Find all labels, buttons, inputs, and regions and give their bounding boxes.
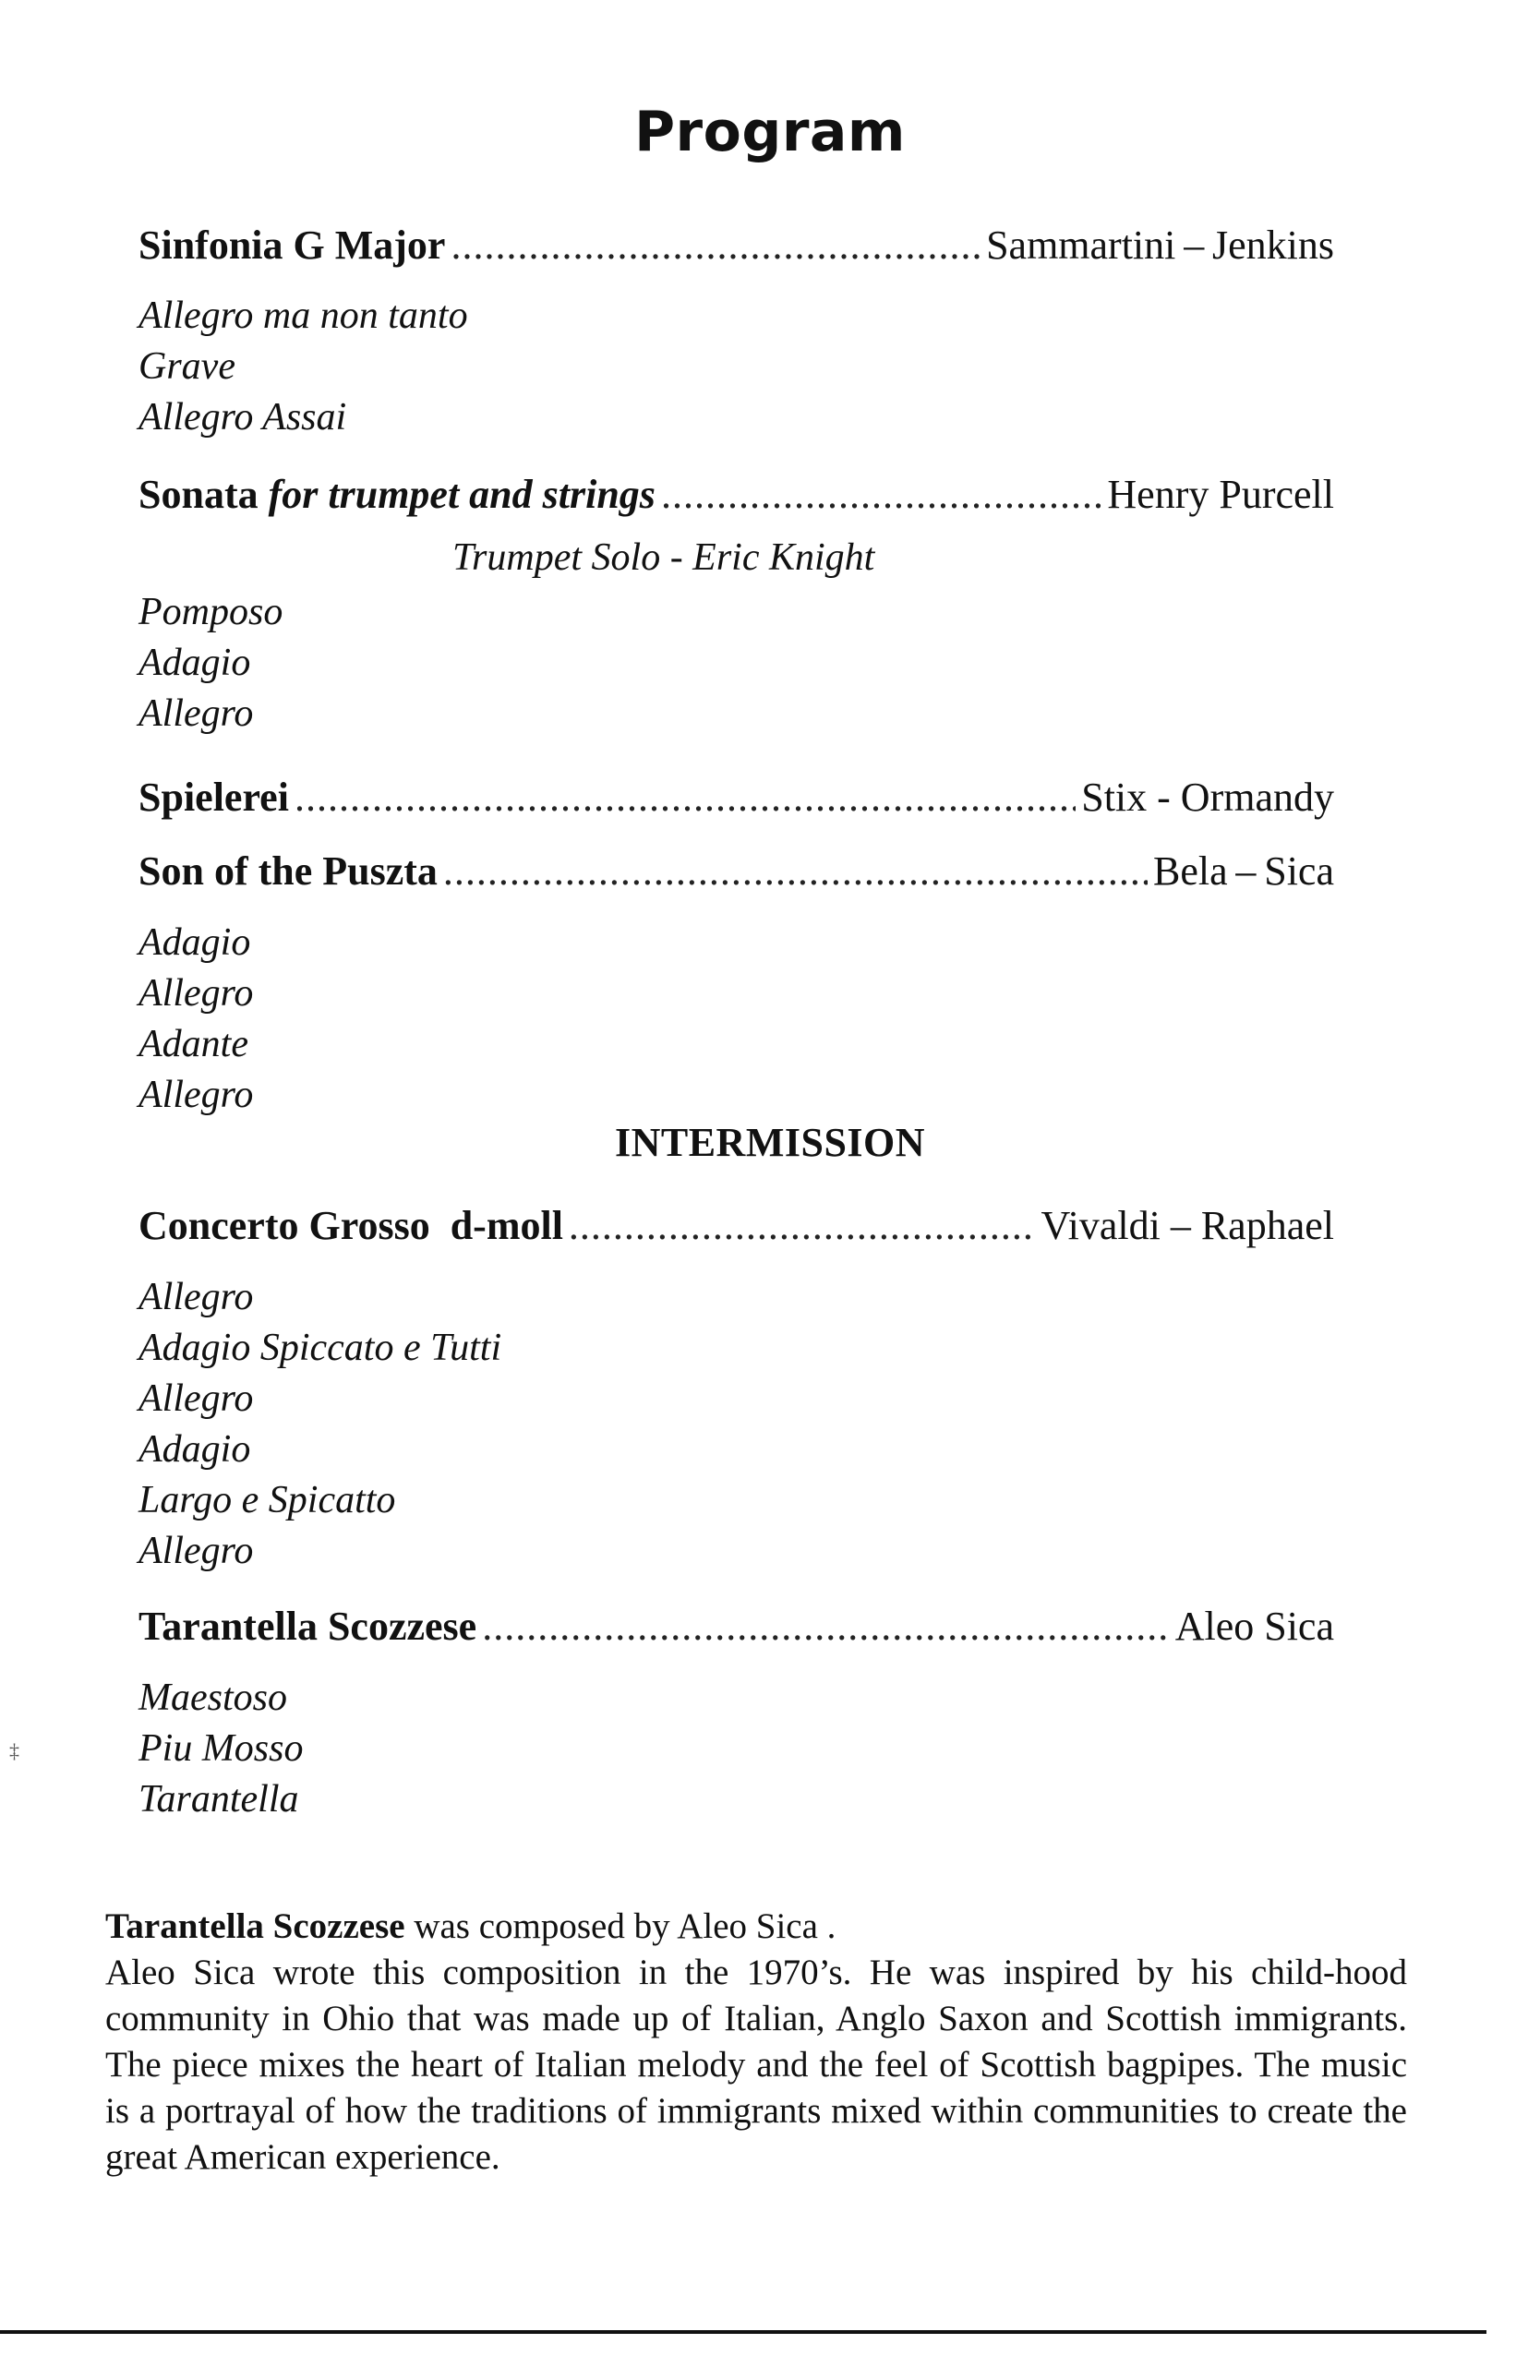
movement-list: [138, 1272, 501, 1577]
piece-composer: Sammartini – Jenkins: [986, 222, 1334, 268]
page-title: Program: [634, 100, 906, 164]
piece-composer: Aleo Sica: [1174, 1604, 1334, 1649]
piece-title: [138, 471, 656, 518]
movement: Adagio: [138, 1428, 251, 1471]
movement: Allegro: [138, 692, 254, 735]
program-note: [105, 1904, 1407, 2181]
piece-composer: Stix - Ormandy: [1081, 775, 1334, 820]
leader-dots: [661, 471, 1101, 518]
program-item-son-of-the-puszta: [138, 847, 1334, 903]
movement: Pomposo: [138, 591, 283, 633]
leader-dots: [451, 222, 981, 269]
leader-dots: [295, 774, 1076, 821]
movement: Adagio: [138, 642, 251, 684]
intermission-heading: INTERMISSION: [614, 1120, 926, 1165]
piece-title: Concerto Grosso d-moll: [138, 1203, 563, 1248]
margin-mark: ‡: [9, 1739, 19, 1762]
piece-composer: Vivaldi – Raphael: [1041, 1203, 1334, 1248]
movement: Adagio: [138, 921, 251, 964]
movement-list: [138, 291, 468, 443]
movement: Adagio Spiccato e Tutti: [138, 1327, 502, 1369]
piece-composer: Henry Purcell: [1107, 472, 1334, 517]
movement: Allegro Assai: [138, 396, 347, 439]
piece-composer: Bela – Sica: [1152, 848, 1334, 894]
leader-dots: [443, 847, 1148, 895]
movement: Allegro: [138, 1276, 254, 1318]
program-item-spielerei: [138, 774, 1334, 829]
program-item-sinfonia: [138, 222, 1334, 277]
program-item-concerto-grosso: [138, 1202, 1334, 1257]
piece-title-main: Sonata: [138, 472, 259, 517]
note-first-line: was composed by Aleo Sica .: [404, 1906, 836, 1946]
movement: Allegro: [138, 972, 254, 1015]
leader-dots: [569, 1202, 1036, 1249]
piece-title: Sinfonia G Major: [138, 222, 446, 268]
movement: Tarantella: [138, 1778, 299, 1821]
movement: Adante: [138, 1023, 248, 1065]
movement-list: [138, 587, 283, 739]
movement: Allegro: [138, 1530, 254, 1572]
bottom-rule: [0, 2330, 1486, 2334]
leader-dots: [482, 1603, 1170, 1650]
movement: Allegro: [138, 1377, 254, 1420]
movement: Maestoso: [138, 1677, 287, 1719]
program-item-tarantella-scozzese: [138, 1603, 1334, 1658]
program-item-sonata: [138, 471, 1334, 526]
piece-title: Tarantella Scozzese: [138, 1604, 477, 1649]
piece-title: Spielerei: [138, 775, 289, 820]
movement-list: [138, 1673, 304, 1825]
soloist-credit: Trumpet Solo - Eric Knight: [452, 536, 875, 579]
piece-title: Son of the Puszta: [138, 848, 438, 894]
piece-title-suffix: for trumpet and strings: [268, 472, 656, 517]
note-lead: Tarantella Scozzese: [105, 1906, 405, 1946]
movement: Allegro: [138, 1074, 254, 1116]
movement-list: [138, 918, 253, 1121]
movement: Allegro ma non tanto: [138, 294, 468, 337]
movement: Piu Mosso: [138, 1727, 304, 1770]
note-body: Aleo Sica wrote this composition in the 1970’s. He was inspired by his child-hood community in Ohio that was made up of Italian, Anglo Saxon and Scottish immigrants. The piece mixes the heart of Italian melody and the feel of Scottish bagpipes. The music is a portrayal of how the traditions of immigrants mixed within communities to create the great American experience.: [105, 1953, 1407, 2177]
movement: Largo e Spicatto: [138, 1479, 396, 1521]
movement: Grave: [138, 345, 235, 388]
